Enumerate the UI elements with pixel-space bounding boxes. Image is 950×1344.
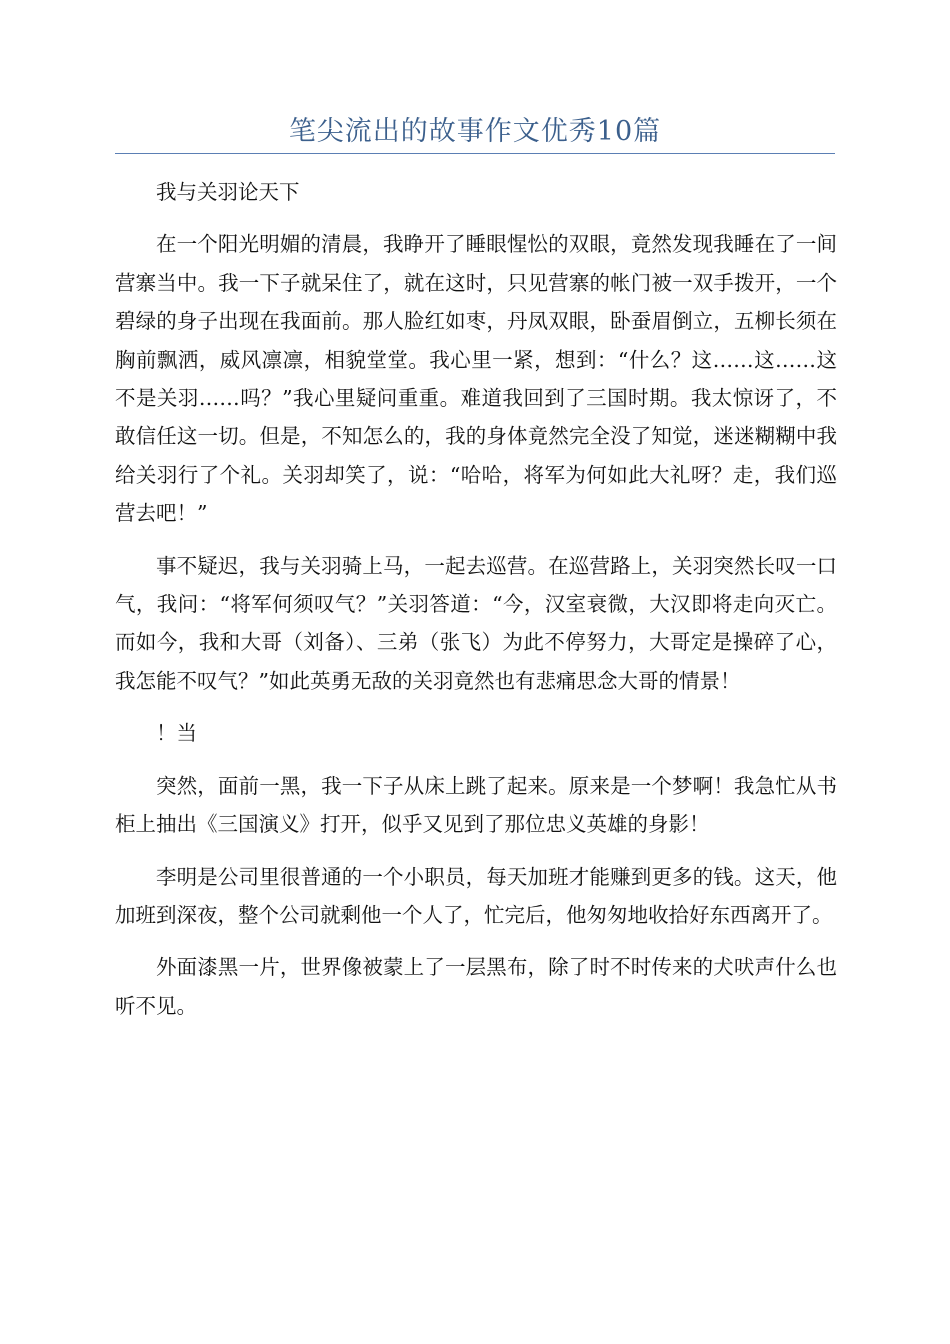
paragraph: 李明是公司里很普通的一个小职员，每天加班才能赚到更多的钱。这天，他加班到深夜，整个公司就剩他一个人了，忙完后，他匆匆地收拾好东西离开了。 <box>115 864 837 927</box>
paragraph-heading: 我与关羽论天下 <box>156 180 300 204</box>
paragraph: 在一个阳光明媚的清晨，我睁开了睡眼惺忪的双眼，竟然发现我睡在了一间营寨当中。我一下子就呆住了，就在这时，只见营寨的帐门被一双手拨开，一个碧绿的身子出现在我面前。那人脸红如枣，丹凤双眼，卧蚕眉倒立，五柳长须在胸前飘洒，威风凛凛，相貌堂堂。我心里一紧，想到：“什么？这……这……这不是关羽……吗？”我心里疑问重重。难道我回到了三国时期。我太惊讶了，不敢信任这一切。但是，不知怎么的，我的身体竟然完全没了知觉，迷迷糊糊中我给关羽行了个礼。关羽却笑了，说：“哈哈，将军为何如此大礼呀？走，我们巡营去吧！” <box>115 232 837 526</box>
paragraph: 外面漆黑一片，世界像被蒙上了一层黑布，除了时不时传来的犬吠声什么也听不见。 <box>115 955 837 1018</box>
document-title: 笔尖流出的故事作文优秀10篇 <box>288 116 662 147</box>
paragraph: 事不疑迟，我与关羽骑上马，一起去巡营。在巡营路上，关羽突然长叹一口气，我问：“将军何须叹气？”关羽答道：“今，汉室衰微，大汉即将走向灭亡。而如今，我和大哥（刘备）、三弟（张飞）为此不停努力，大哥定是操碎了心，我怎能不叹气？”如此英勇无敌的关羽竟然也有悲痛思念大哥的情景！ <box>115 553 837 693</box>
paragraph: 突然，面前一黑，我一下子从床上跳了起来。原来是一个梦啊！我急忙从书柜上抽出《三国演义》打开，似乎又见到了那位忠义英雄的身影！ <box>115 773 837 837</box>
paragraph: ！当 <box>156 721 197 746</box>
document-body <box>115 173 837 1039</box>
title-underline <box>115 153 835 154</box>
